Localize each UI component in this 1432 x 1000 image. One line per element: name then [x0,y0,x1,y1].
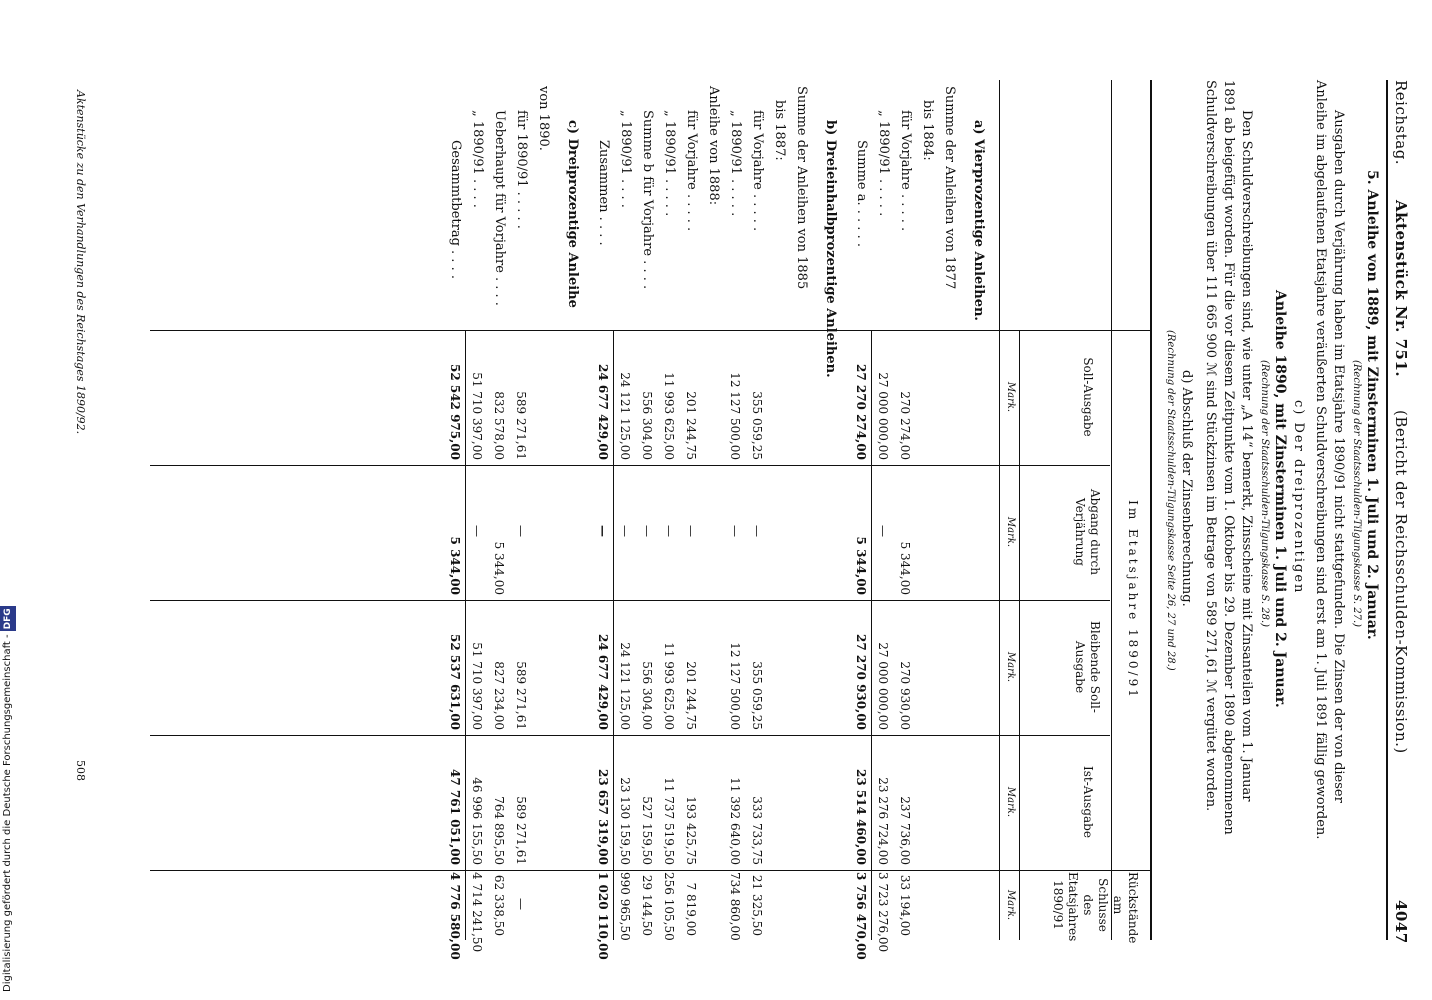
header-document-number: Aktenstück Nr. 751. [1392,200,1410,378]
table-cell: 51 710 397,00 [470,642,484,730]
row-label: „ 1890/91 . . . . . [876,110,891,217]
table-cell: 7 819,00 [684,882,698,936]
paragraph-line: Ausgaben durch Verjährung haben im Etatsjahre 1890/91 nicht stattgefunden. Die Zinsen der von dieser [1331,110,1346,803]
table-cell: 556 304,00 [640,661,654,730]
table-row [510,80,532,940]
table-cell: 23 657 319,00 [596,768,610,865]
unit-rule [1019,330,1020,940]
table-cell: 990 965,50 [618,872,632,941]
table-cell: 333 733,75 [750,796,764,865]
table-cell: 47 761 051,00 [448,768,462,865]
table-cell: 5 344,00 [492,541,506,595]
table-cell: 5 344,00 [898,541,912,595]
table-sum-row [850,80,872,960]
table-row [702,80,724,940]
table-cell: — [684,525,698,537]
row-label: bis 1887: [772,100,787,161]
table-cell: 734 860,00 [728,872,742,941]
row-label: „ 1890/91 . . . . . [728,110,743,217]
footer-page: 508 [74,760,87,781]
table-cell: — [876,525,890,537]
table-cell: 4 776 580,00 [448,872,462,960]
unit-label: Mark. [1005,651,1016,683]
table-row [636,80,658,940]
table-cell: — [514,525,528,537]
table-cell: 3 756 470,00 [854,872,868,960]
table-cell: 33 194,00 [898,874,912,936]
row-label: b) Dreieinhalbprozentige Anleihen. [823,120,838,378]
reference-1890: (Rechnung der Staatsschulden-Tilgungskasse S. 28.) [1259,360,1270,628]
table-cell: 589 271,61 [514,661,528,730]
interest-table [50,80,1150,960]
table-cell: 5 344,00 [854,536,868,595]
row-label: für Vorjahre . . . . . [684,110,699,232]
table-cell: 21 325,50 [750,874,764,936]
row-label: „ 1890/91 . . . . [618,110,633,208]
table-cell: — [514,898,528,910]
table-cell: 12 127 500,00 [728,642,742,730]
table-cell: 27 000 000,00 [876,642,890,730]
table-section-row [554,80,592,940]
section-c-heading: c) Der dreiprozentigen [1291,400,1306,595]
row-label: „ 1890/91 . . . . . [662,110,677,217]
row-label: für Vorjahre . . . . . [898,110,913,232]
row-label: Zusammen . . . . [596,140,611,246]
table-cell: 827 234,00 [492,661,506,730]
row-label: a) Vierprozentige Anleihen. [971,120,986,321]
table-cell: 24 121 125,00 [618,642,632,730]
table-cell: — [596,525,610,537]
row-label: für Vorjahre . . . . . [750,110,765,232]
table-cell: 12 127 500,00 [728,372,742,460]
unit-label: Mark. [1005,516,1016,548]
table-cell: 11 993 625,00 [662,372,676,460]
heading-loan-1890: Anleihe 1890, mit Zinsterminen 1. Juli und 2. Januar. [1272,290,1288,708]
table-row [768,80,790,940]
table-cell: 270 274,00 [898,391,912,460]
column-header-soll: Soll-Ausgabe [1081,357,1095,437]
table-cell: — [750,525,764,537]
table-cell: 527 159,50 [640,796,654,865]
table-cell: 27 000 000,00 [876,372,890,460]
table-cell: 23 130 159,50 [618,777,632,865]
table-row [872,80,894,953]
table-row [790,80,812,940]
table-cell: 29 144,50 [640,874,654,936]
table-cell: 270 930,00 [898,661,912,730]
column-header-bleibende: Bleibende Soll-Ausgabe [1073,621,1102,713]
group-header: Im Etatsjahre 1890/91 [1126,500,1140,700]
table-row [488,80,510,940]
table-cell: 256 105,50 [662,872,676,941]
table-section-row [960,80,998,940]
row-label: Summe b für Vorjahre . . . . [640,110,655,290]
header-bottom-rule [999,80,1000,940]
table-cell: 355 059,25 [750,661,764,730]
column-header-ist: Ist-Ausgabe [1081,766,1095,838]
table-row [466,80,488,953]
table-cell: 24 677 429,00 [596,363,610,460]
row-label: für 1890/91 . . . . . [514,110,529,229]
table-row [532,80,554,940]
paragraph-line: 1891 ab beigefügt worden. Für die vor diesem Zeitpunkte vom 1. Oktober bis 29. Dezember 1890 abgenommenen [1221,80,1236,835]
table-cell: 556 304,00 [640,391,654,460]
table-cell: 23 514 460,00 [854,768,868,865]
table-cell: — [618,525,632,537]
table-cell: 24 677 429,00 [596,633,610,730]
table-cell: 237 736,00 [898,796,912,865]
table-row [614,80,636,940]
row-label: Summe der Anleihen von 1885 [794,86,809,290]
table-cell: 589 271,61 [514,391,528,460]
row-label: von 1890. [536,86,551,151]
table-cell: 24 121 125,00 [618,372,632,460]
dfg-logo: DFG [0,606,16,631]
page-number: 4047 [1392,900,1410,944]
table-cell: 11 737 519,50 [662,777,676,865]
sum-rule [613,330,614,940]
table-row [658,80,680,940]
paragraph-line: Den Schuldverschreibungen sind, wie unter „A 14“ bemerkt, Zinsscheine mit Zinsanteilen vom 1. Januar [1239,110,1254,802]
reference-1889: (Rechnung der Staatsschulden-Tilgungskasse S. 27.) [1351,360,1362,628]
unit-label: Mark. [1005,786,1016,818]
table-cell: 193 425,75 [684,796,698,865]
paragraph-line: Anleihe im abgelaufenen Etatsjahre veräußerten Schuldverschreibungen sind erst am 1. Juli 1891 fällig geworden. [1313,80,1328,840]
column-header-verjaehrung: Abgang durch Verjährung [1073,488,1102,575]
table-cell: 46 996 155,50 [470,777,484,865]
table-row [746,80,768,940]
table-cell: 201 244,75 [684,661,698,730]
sum-rule [465,330,466,940]
table-cell: 764 895,50 [492,796,506,865]
row-label: c) Dreiprozentige Anleihe [565,120,580,308]
table-cell: 4 714 241,50 [470,872,484,953]
table-top-rule [1150,80,1152,940]
heading-loan-1889: 5. Anleihe von 1889, mit Zinsterminen 1. Juli und 2. Januar. [1364,170,1380,640]
table-cell: — [470,525,484,537]
footer-note: Aktenstücke zu den Verhandlungen des Reichstages 1890/92. [74,90,87,435]
table-row [938,80,960,940]
row-label: Ueberhaupt für Vorjahre . . . . [492,110,507,306]
row-label: bis 1884: [920,100,935,161]
table-row [680,80,702,940]
table-cell: 832 578,00 [492,391,506,460]
table-cell: 589 271,61 [514,796,528,865]
table-cell: 62 338,50 [492,874,506,936]
row-label: Gesammtbetrag . . . . [448,140,463,279]
header-rule [1386,80,1388,940]
header-commission-note: (Bericht der Reichsschulden-Kommission.) [1392,410,1410,754]
header-left: Reichstag. [1392,80,1410,166]
table-cell: 52 537 631,00 [448,633,462,730]
column-header-rueckstaende: Rückstände am Schlusse des Etatsjahres 1890/91 [1051,872,1140,944]
reference-d: (Rechnung der Staatsschulden-Tilgungskasse Seite 26, 27 und 28.) [1165,330,1176,671]
row-label: Anleihe von 1888: [706,86,721,206]
digitization-credit: Digitalisierung gefördert durch die Deutsche Forschungsgemeinschaft - [2,634,13,992]
table-cell: 5 344,00 [448,536,462,595]
table-section-row [812,80,850,940]
table-cell: 11 392 640,00 [728,777,742,865]
table-row [894,80,916,940]
sum-rule [871,330,872,940]
table-cell: — [728,525,742,537]
table-cell: 27 270 274,00 [854,363,868,460]
table-cell: 355 059,25 [750,391,764,460]
table-cell: 201 244,75 [684,391,698,460]
table-cell: — [640,525,654,537]
table-cell: 52 542 975,00 [448,363,462,460]
row-label: Summe der Anleihen von 1877 [942,86,957,290]
table-cell: 1 020 110,00 [596,872,610,960]
table-cell: 27 270 930,00 [854,633,868,730]
table-cell: 11 993 625,00 [662,642,676,730]
table-cell: — [662,525,676,537]
table-cell: 3 723 276,00 [876,872,890,953]
table-sum-row [592,80,614,960]
table-sum-row [444,80,466,960]
paragraph-line: Schuldverschreibungen über 111 665 900 ℳ sind Stückzinsen im Betrage von 589 271,61 ℳ vergütet worden. [1203,80,1218,812]
table-cell: 23 276 724,00 [876,777,890,865]
row-label: „ 1890/91 . . . . [470,110,485,208]
table-row [916,80,938,940]
table-row [724,80,746,940]
unit-label: Mark. [1005,889,1016,921]
unit-label: Mark. [1005,381,1016,413]
section-d-heading: d) Abschluß der Zinsenberechnung. [1179,370,1194,607]
table-cell: 51 710 397,00 [470,372,484,460]
row-label: Summe a. . . . . . [854,140,869,247]
